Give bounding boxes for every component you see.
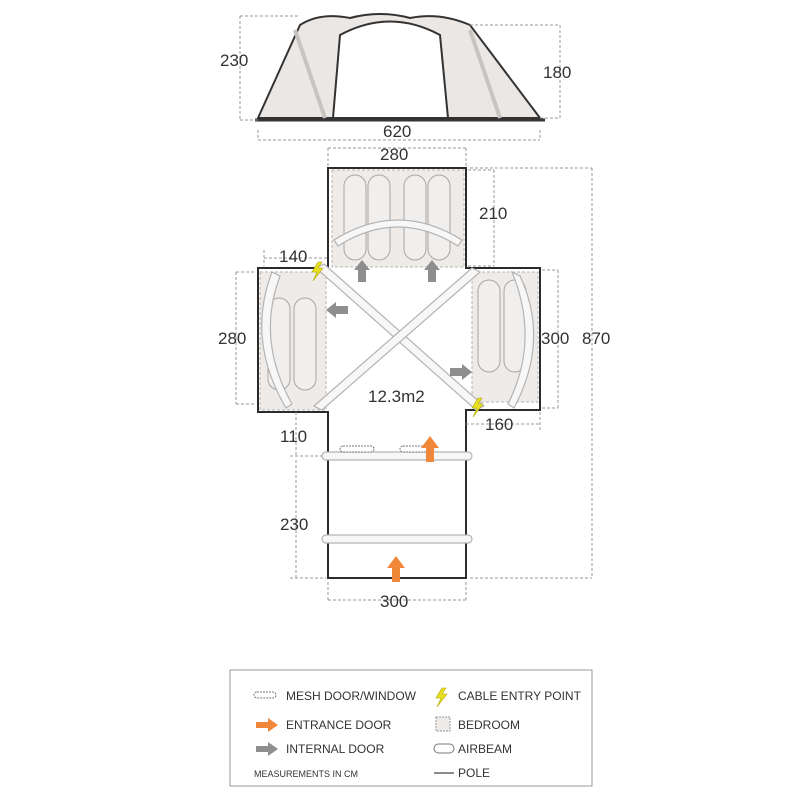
airbeam-porch-rear [322,535,472,543]
legend-cable-label: CABLE ENTRY POINT [458,689,581,703]
side-elevation [220,14,571,141]
dim-side-height: 180 [543,63,572,82]
sleeping-bag [368,175,390,260]
dim-porch-step: 110 [280,427,308,446]
elevation-door-panel [333,22,448,119]
dim-bedroom-right-length: 300 [541,329,570,348]
legend [230,670,592,786]
dim-overall-depth: 870 [582,329,611,348]
dim-bedroom-left-depth: 140 [279,247,308,266]
mesh-door-icon [254,692,276,698]
internal-arrow-icon [326,302,348,318]
dashed-square-icon [436,717,450,731]
dim-bedroom-right-depth: 160 [485,415,514,434]
legend-pole-label: POLE [458,766,491,780]
legend-airbeam-label: AIRBEAM [458,742,513,756]
dim-porch-width: 300 [380,592,409,611]
sleeping-bag [478,280,500,372]
legend-mesh-label: MESH DOOR/WINDOW [286,689,416,703]
legend-bedroom-label: BEDROOM [458,718,521,732]
dim-elevation-height: 230 [220,51,249,70]
sleeping-bag [294,298,316,390]
legend-units-label: MEASUREMENTS IN CM [254,769,359,779]
internal-doors [326,260,472,380]
airbeam-capsule-icon [434,744,454,753]
legend-entrance-label: ENTRANCE DOOR [286,718,392,732]
sleeping-bag [428,175,450,260]
sleeping-bag [344,175,366,260]
floor-area-label: 12.3m2 [368,387,425,406]
dim-bedroom-rear-width: 280 [380,145,409,164]
mesh-door-icon [340,446,374,452]
dim-bedroom-left-length: 280 [218,329,247,348]
legend-internal-label: INTERNAL DOOR [286,742,385,756]
floor-plan [218,145,610,611]
airbeam-porch-front [322,452,472,460]
dim-bedroom-rear-depth: 210 [479,204,508,223]
internal-arrow-icon [450,364,472,380]
mesh-doors [340,446,434,452]
sleeping-bag [404,175,426,260]
dim-overall-length: 620 [383,122,412,141]
dim-porch-depth: 230 [280,515,309,534]
